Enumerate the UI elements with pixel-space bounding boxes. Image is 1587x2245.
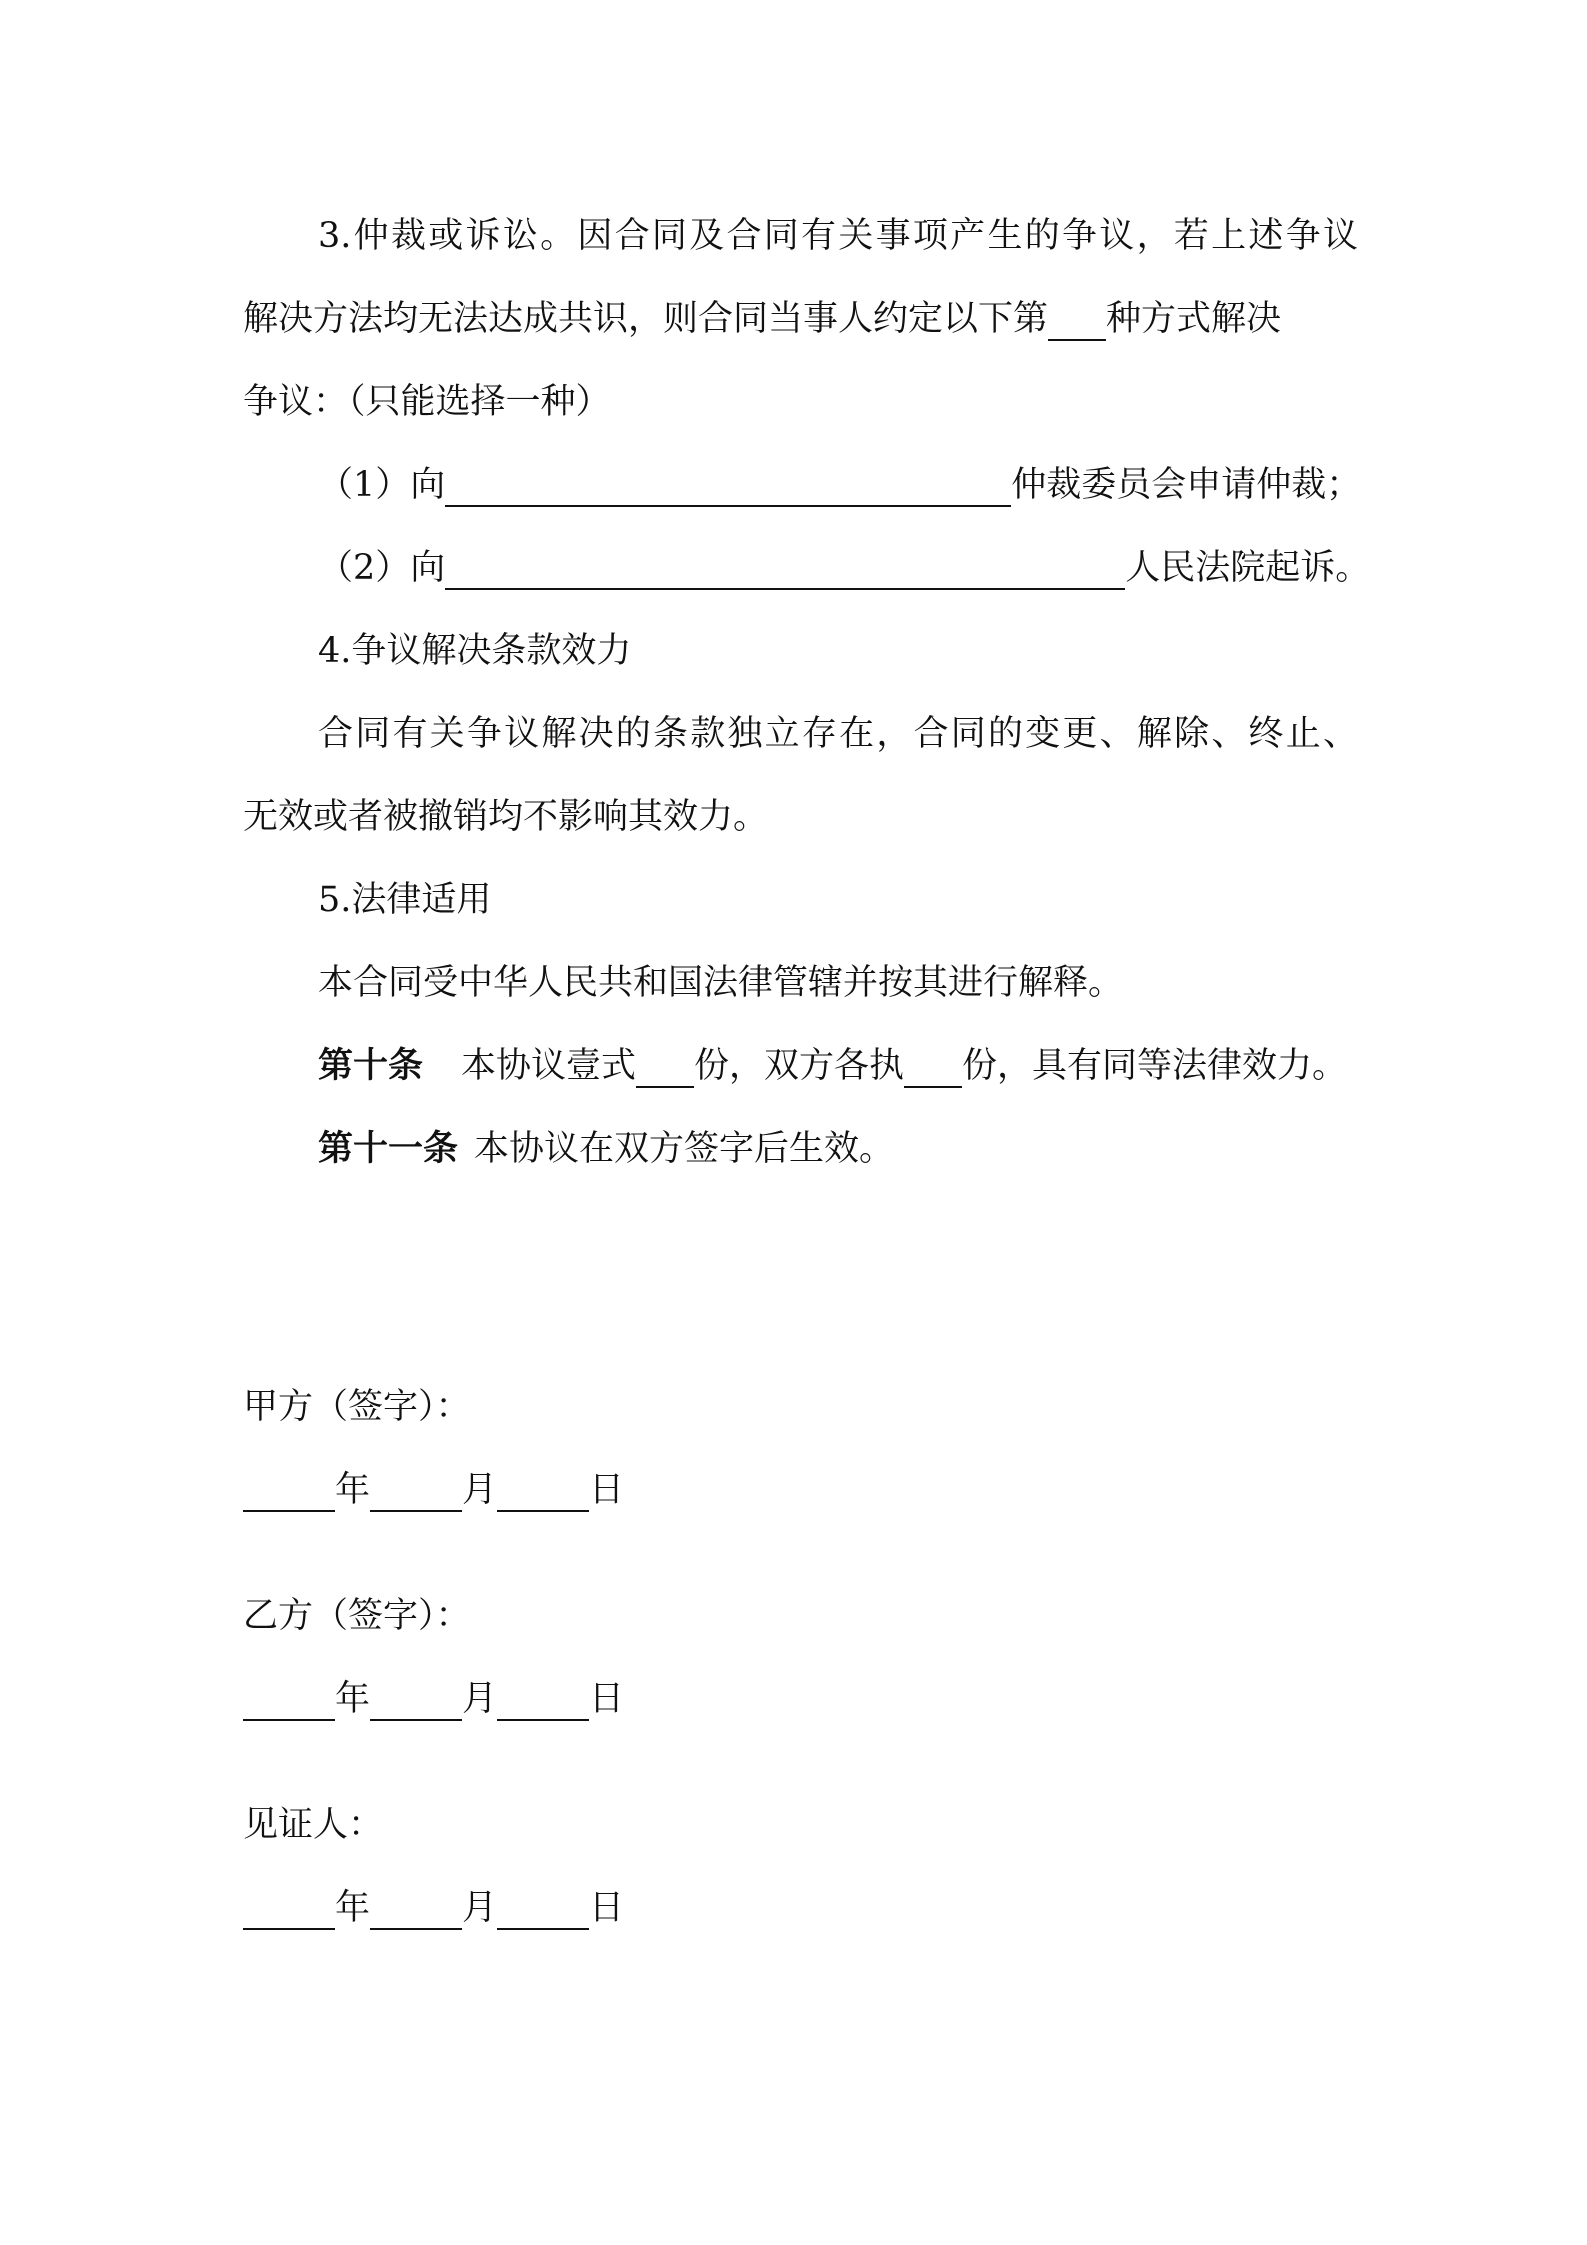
article10-text-c: 份，具有同等法律效力。 [962,1046,1348,1086]
clause3-line2-after: 种方式解决 [1106,299,1282,339]
party-b-year-blank[interactable] [243,1683,335,1721]
copies-total-blank[interactable] [636,1050,694,1088]
article11-text: 本协议在双方签字后生效。 [474,1129,895,1169]
witness-date-line [243,1886,624,1930]
day-label: 日 [589,1470,625,1510]
option1-suffix: 仲裁委员会申请仲裁； [1011,465,1362,505]
party-b-date-line [243,1677,624,1721]
clause4-line1: 合同有关争议解决的条款独立存在，合同的变更、解除、终止、 [318,714,1358,754]
year-label: 年 [335,1679,371,1719]
day-label: 日 [589,1679,625,1719]
month-label: 月 [462,1888,498,1928]
arbitration-committee-blank[interactable] [445,469,1011,507]
day-label: 日 [589,1888,625,1928]
party-b-day-blank[interactable] [497,1683,589,1721]
article10-line [318,1044,1347,1088]
year-label: 年 [335,1888,371,1928]
option1-line [318,463,1361,507]
copies-each-blank[interactable] [904,1050,962,1088]
article10-text-b: 份，双方各执 [694,1046,905,1086]
article11-label: 第十一条 [318,1128,459,1169]
witness-label: 见证人： [243,1805,384,1845]
month-label: 月 [462,1679,498,1719]
party-a-year-blank[interactable] [243,1474,335,1512]
clause5-heading: 5.法律适用 [318,880,492,920]
clause3-line2 [243,297,1358,341]
party-a-month-blank[interactable] [370,1474,462,1512]
article11-line [318,1127,894,1171]
option1-prefix: （1）向 [318,465,446,505]
option2-suffix: 人民法院起诉。 [1125,548,1371,588]
party-b-month-blank[interactable] [370,1683,462,1721]
article10-text-a: 本协议壹式 [461,1046,637,1086]
witness-month-blank[interactable] [370,1892,462,1930]
witness-day-blank[interactable] [497,1892,589,1930]
month-label: 月 [462,1470,498,1510]
year-label: 年 [335,1470,371,1510]
court-blank[interactable] [445,552,1125,590]
party-a-day-blank[interactable] [497,1474,589,1512]
article10-label: 第十条 [318,1045,424,1086]
clause5-text: 本合同受中华人民共和国法律管辖并按其进行解释。 [318,963,1124,1003]
clause4-line2: 无效或者被撤销均不影响其效力。 [243,797,769,837]
clause3-line2-before: 解决方法均无法达成共识，则合同当事人约定以下第 [243,299,1049,339]
clause4-heading: 4.争议解决条款效力 [318,631,632,671]
option2-line [318,546,1370,590]
witness-year-blank[interactable] [243,1892,335,1930]
clause3-line1: 3.仲裁或诉讼。因合同及合同有关事项产生的争议，若上述争议 [318,216,1358,256]
clause3-line3: 争议：（只能选择一种） [243,382,611,422]
party-b-signature-label: 乙方（签字）： [243,1596,471,1636]
party-a-signature-label: 甲方（签字）： [243,1387,471,1427]
option2-prefix: （2）向 [318,548,446,588]
party-a-date-line [243,1468,624,1512]
method-number-blank[interactable] [1048,303,1106,341]
